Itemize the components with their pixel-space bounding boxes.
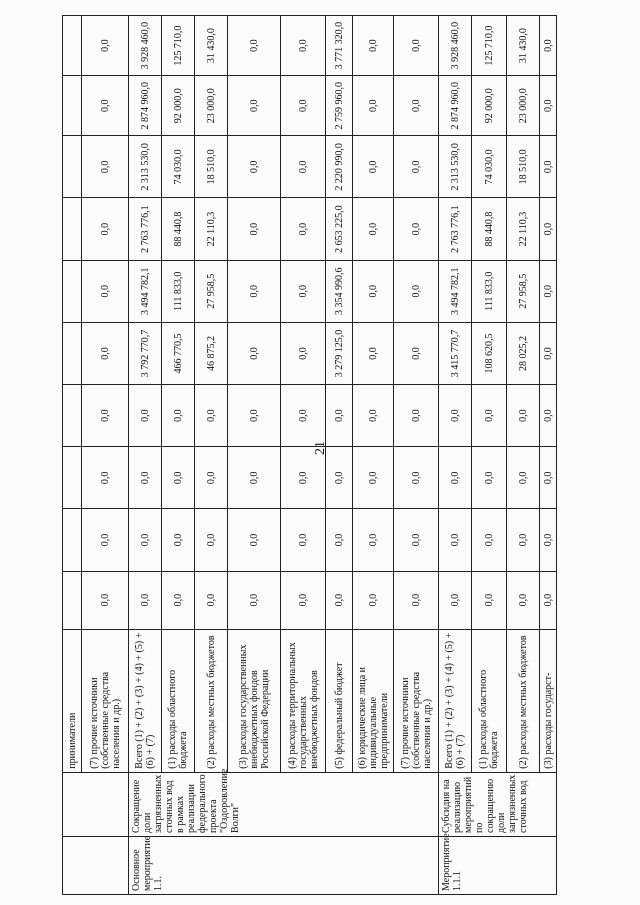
value-cell: 0,0 <box>228 571 281 629</box>
value-cell: 0,0 <box>228 509 281 571</box>
value-cell: 0,0 <box>82 509 129 571</box>
value-cell <box>63 509 82 571</box>
value-cell: 22 110,3 <box>507 198 540 260</box>
value-cell: 2 874 960,0 <box>129 76 162 136</box>
value-cell: 0,0 <box>228 260 281 322</box>
table-row <box>394 16 439 895</box>
table-row <box>195 16 228 895</box>
measure-code-cell: Мероприятие 1.1.1 <box>439 836 557 894</box>
funding-source-cell: (7) прочие источники (собственные средства населения и др.) <box>82 629 129 772</box>
value-cell: 0,0 <box>353 76 394 136</box>
table-row <box>353 16 394 895</box>
value-cell: 0,0 <box>439 385 472 447</box>
value-cell: 0,0 <box>353 16 394 76</box>
value-cell: 0,0 <box>82 260 129 322</box>
value-cell: 0,0 <box>540 322 557 384</box>
value-cell: 0,0 <box>195 385 228 447</box>
value-cell: 0,0 <box>353 198 394 260</box>
value-cell <box>63 322 82 384</box>
value-cell: 0,0 <box>394 571 439 629</box>
value-cell: 0,0 <box>540 198 557 260</box>
table-body <box>63 16 557 895</box>
value-cell: 0,0 <box>129 447 162 509</box>
value-cell: 0,0 <box>439 447 472 509</box>
table-row <box>228 16 281 895</box>
value-cell: 0,0 <box>281 136 326 198</box>
value-cell: 0,0 <box>326 447 353 509</box>
value-cell: 2 313 530,0 <box>129 136 162 198</box>
value-cell: 3 279 125,0 <box>326 322 353 384</box>
value-cell: 2 313 530,0 <box>439 136 472 198</box>
value-cell: 0,0 <box>82 385 129 447</box>
value-cell: 0,0 <box>507 447 540 509</box>
value-cell: 0,0 <box>195 447 228 509</box>
value-cell: 0,0 <box>326 385 353 447</box>
value-cell: 92 000,0 <box>472 76 507 136</box>
value-cell: 3 494 782,1 <box>129 260 162 322</box>
value-cell: 31 430,0 <box>507 16 540 76</box>
value-cell: 0,0 <box>353 509 394 571</box>
value-cell: 0,0 <box>439 509 472 571</box>
table-row <box>129 16 162 895</box>
value-cell: 2 874 960,0 <box>439 76 472 136</box>
value-cell: 23 000,0 <box>195 76 228 136</box>
measure-name-cell <box>63 772 129 836</box>
value-cell: 0,0 <box>281 198 326 260</box>
value-cell: 0,0 <box>540 509 557 571</box>
value-cell: 0,0 <box>394 509 439 571</box>
value-cell: 0,0 <box>540 385 557 447</box>
value-cell: 0,0 <box>353 322 394 384</box>
value-cell: 0,0 <box>129 509 162 571</box>
value-cell: 0,0 <box>228 322 281 384</box>
value-cell: 3 494 782,1 <box>439 260 472 322</box>
value-cell: 0,0 <box>281 571 326 629</box>
value-cell: 108 620,5 <box>472 322 507 384</box>
funding-source-cell: (2) расходы местных бюджетов <box>195 629 228 772</box>
funding-source-cell: (7) прочие источники (собственные средства населения и др.) <box>394 629 439 772</box>
value-cell: 0,0 <box>353 571 394 629</box>
value-cell: 0,0 <box>281 509 326 571</box>
value-cell: 111 833,0 <box>162 260 195 322</box>
value-cell: 0,0 <box>228 16 281 76</box>
value-cell: 0,0 <box>394 447 439 509</box>
value-cell: 0,0 <box>281 322 326 384</box>
table-row <box>326 16 353 895</box>
value-cell: 3 792 770,7 <box>129 322 162 384</box>
value-cell: 3 354 990,6 <box>326 260 353 322</box>
value-cell: 0,0 <box>162 571 195 629</box>
value-cell: 0,0 <box>195 509 228 571</box>
value-cell <box>63 76 82 136</box>
value-cell: 0,0 <box>394 322 439 384</box>
value-cell: 31 430,0 <box>195 16 228 76</box>
value-cell: 0,0 <box>281 16 326 76</box>
value-cell: 0,0 <box>540 16 557 76</box>
value-cell: 0,0 <box>228 136 281 198</box>
table-row <box>540 16 557 895</box>
value-cell: 0,0 <box>162 447 195 509</box>
value-cell: 2 220 990,0 <box>326 136 353 198</box>
funding-source-cell: Всего (1) + (2) + (3) + (4) + (5) + (6) + (7) <box>439 629 472 772</box>
page-number: 21 <box>313 441 328 455</box>
value-cell: 0,0 <box>472 447 507 509</box>
value-cell: 74 030,0 <box>472 136 507 198</box>
funding-source-cell: (1) расходы областного бюджета <box>472 629 507 772</box>
value-cell <box>63 385 82 447</box>
value-cell: 0,0 <box>228 447 281 509</box>
measure-name-cell: Сокращение доли загрязненных сточных вод в рамках реализации федерального проекта "Оздоровление Волги" <box>129 772 439 836</box>
value-cell: 0,0 <box>507 385 540 447</box>
value-cell: 0,0 <box>472 385 507 447</box>
value-cell <box>63 16 82 76</box>
value-cell: 0,0 <box>394 198 439 260</box>
value-cell: 0,0 <box>353 447 394 509</box>
value-cell: 3 928 460,0 <box>439 16 472 76</box>
value-cell: 2 763 776,1 <box>129 198 162 260</box>
value-cell: 0,0 <box>281 385 326 447</box>
value-cell: 125 710,0 <box>162 16 195 76</box>
value-cell <box>63 571 82 629</box>
value-cell: 23 000,0 <box>507 76 540 136</box>
value-cell: 46 875,2 <box>195 322 228 384</box>
value-cell: 0,0 <box>162 509 195 571</box>
budget-table <box>62 15 557 895</box>
value-cell: 0,0 <box>540 260 557 322</box>
value-cell: 0,0 <box>353 385 394 447</box>
value-cell: 18 510,0 <box>507 136 540 198</box>
measure-code-cell <box>63 836 129 894</box>
value-cell: 0,0 <box>281 447 326 509</box>
funding-source-cell: (1) расходы областного бюджета <box>162 629 195 772</box>
funding-source-cell: (4) расходы территориальных государственных внебюджетных фондов <box>281 629 326 772</box>
value-cell: 0,0 <box>507 509 540 571</box>
value-cell: 0,0 <box>394 16 439 76</box>
value-cell: 3 771 320,0 <box>326 16 353 76</box>
funding-source-cell: приниматели <box>63 629 82 772</box>
value-cell: 3 415 770,7 <box>439 322 472 384</box>
value-cell: 0,0 <box>82 198 129 260</box>
value-cell <box>63 447 82 509</box>
funding-source-cell: Всего (1) + (2) + (3) + (4) + (5) + (6) + (7) <box>129 629 162 772</box>
table-row <box>63 16 82 895</box>
value-cell: 0,0 <box>439 571 472 629</box>
value-cell: 0,0 <box>82 571 129 629</box>
value-cell: 27 958,5 <box>195 260 228 322</box>
value-cell: 18 510,0 <box>195 136 228 198</box>
value-cell: 88 440,8 <box>472 198 507 260</box>
value-cell: 0,0 <box>394 136 439 198</box>
value-cell: 0,0 <box>129 385 162 447</box>
value-cell <box>63 198 82 260</box>
table-row <box>439 16 472 895</box>
value-cell: 22 110,3 <box>195 198 228 260</box>
value-cell: 111 833,0 <box>472 260 507 322</box>
value-cell: 2 763 776,1 <box>439 198 472 260</box>
value-cell: 0,0 <box>472 571 507 629</box>
value-cell: 0,0 <box>394 385 439 447</box>
value-cell: 0,0 <box>540 571 557 629</box>
value-cell: 0,0 <box>472 509 507 571</box>
value-cell: 92 000,0 <box>162 76 195 136</box>
measure-code-cell: Основное мероприятие 1.1. <box>129 836 439 894</box>
value-cell: 0,0 <box>162 385 195 447</box>
value-cell: 28 025,2 <box>507 322 540 384</box>
value-cell: 0,0 <box>195 571 228 629</box>
value-cell: 0,0 <box>82 322 129 384</box>
value-cell: 0,0 <box>82 136 129 198</box>
value-cell: 2 759 960,0 <box>326 76 353 136</box>
value-cell: 27 958,5 <box>507 260 540 322</box>
value-cell: 0,0 <box>228 76 281 136</box>
value-cell: 0,0 <box>82 76 129 136</box>
value-cell: 0,0 <box>353 136 394 198</box>
value-cell: 0,0 <box>129 571 162 629</box>
value-cell: 0,0 <box>281 260 326 322</box>
value-cell: 0,0 <box>540 136 557 198</box>
table-row <box>82 16 129 895</box>
table-row <box>472 16 507 895</box>
value-cell: 74 030,0 <box>162 136 195 198</box>
measure-name-cell: Субсидия на реализацию мероприятий по сокращению доли загрязненных сточных вод <box>439 772 557 836</box>
value-cell: 0,0 <box>228 385 281 447</box>
table-row <box>507 16 540 895</box>
value-cell: 0,0 <box>394 260 439 322</box>
value-cell <box>63 136 82 198</box>
value-cell: 0,0 <box>228 198 281 260</box>
value-cell: 466 770,5 <box>162 322 195 384</box>
value-cell: 3 928 460,0 <box>129 16 162 76</box>
value-cell: 0,0 <box>540 447 557 509</box>
value-cell: 0,0 <box>353 260 394 322</box>
rotated-table-container <box>62 15 592 895</box>
funding-source-cell: (2) расходы местных бюджетов <box>507 629 540 772</box>
table-row <box>162 16 195 895</box>
funding-source-cell: (6) юридические лица и индивидуальные предприниматели <box>353 629 394 772</box>
value-cell <box>63 260 82 322</box>
funding-source-cell: (3) расходы государственных внебюджетных фондов Российской Федерации <box>228 629 281 772</box>
value-cell: 0,0 <box>326 509 353 571</box>
funding-source-cell: (3) расходы государст- <box>540 629 557 772</box>
value-cell: 125 710,0 <box>472 16 507 76</box>
funding-source-cell: (5) федеральный бюджет <box>326 629 353 772</box>
value-cell: 2 653 225,0 <box>326 198 353 260</box>
value-cell: 0,0 <box>394 76 439 136</box>
value-cell: 0,0 <box>281 76 326 136</box>
table-row <box>281 16 326 895</box>
value-cell: 0,0 <box>82 16 129 76</box>
value-cell: 0,0 <box>82 447 129 509</box>
value-cell: 0,0 <box>540 76 557 136</box>
value-cell: 0,0 <box>507 571 540 629</box>
value-cell: 0,0 <box>326 571 353 629</box>
value-cell: 88 440,8 <box>162 198 195 260</box>
